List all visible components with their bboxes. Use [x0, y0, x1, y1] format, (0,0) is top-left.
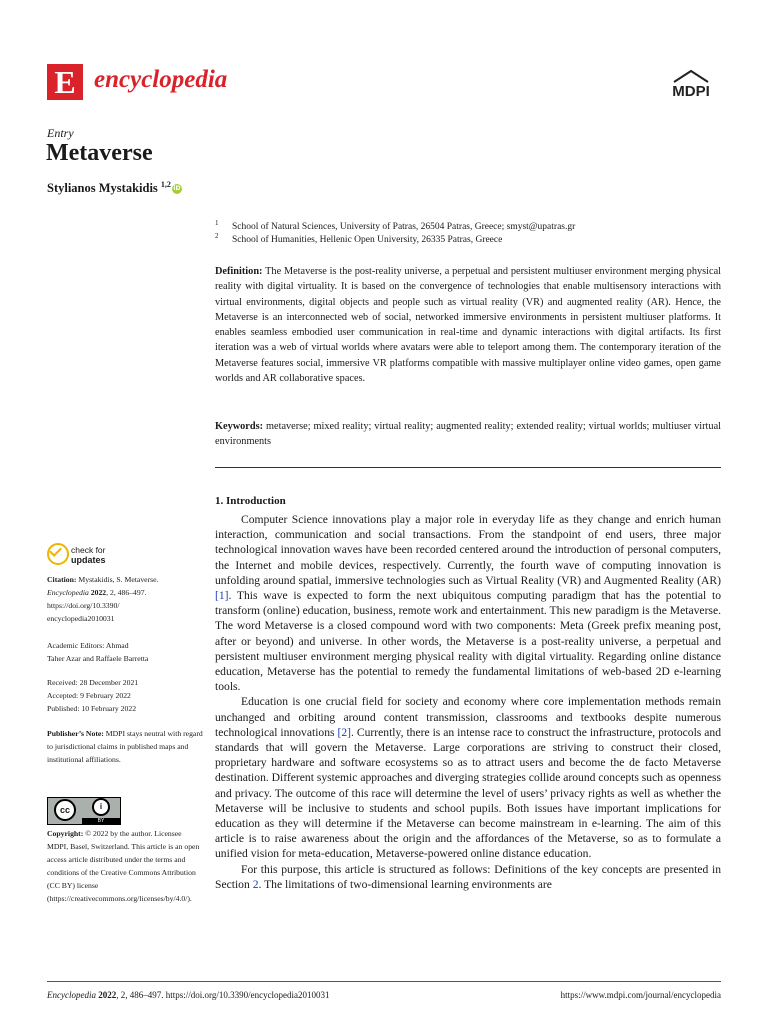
definition [215, 264, 721, 386]
keywords [215, 419, 721, 450]
publisher-note: Publisher’s Note: MDPI stays neutral with regard to jurisdictional claims in published maps and institutional affiliations. [47, 729, 203, 764]
accepted-date: Accepted: 9 February 2022 [47, 691, 131, 700]
person-icon: i [92, 798, 110, 816]
doi-link[interactable]: https://doi.org/10.3390/ [47, 601, 120, 610]
copyright: Copyright: © 2022 by the author. Licensee MDPI, Basel, Switzerland. This article is an open access article distributed under the terms and conditions of the Creative Commons Attribution (CC BY) license (https://creativecommons.org/licenses/by/4.0/). [47, 829, 200, 903]
cc-icon: cc [54, 799, 76, 821]
received-date: Received: 28 December 2021 [47, 678, 139, 687]
paragraph: Education is one crucial field for society and economy where core implementation methods remain unchanged and orbiting around content transmission, classrooms and textbooks despite numerous technological innovations [2]. Currently, there is an intense race to construct the infrastructure, protocols and standards that will govern the Metaverse. Large corporations are striving to construct their closed, proprietary hardware and software ecosystems so as to attract users and become the de facto Metaverse destination. Different systemic approaches and diverging strategies collide around concepts such as openness and privacy. The outcome of this race will determine the level of users’ privacy rights as well as whether the Metaverse will be inclusive to students and school pupils. Both issues have important implications for education as they will determine if the Metaverse can become mainstream in e-learning. The aim of this article is to raise awareness about the origin and the affordances of the Metaverse, so as to formulate a unified vision for meta-education, Metaverse-powered online distance education. [215, 695, 722, 861]
journal-name: encyclopedia [94, 66, 228, 93]
journal-logo: E [47, 64, 83, 100]
dates [47, 676, 203, 715]
section-heading: 1. Introduction [215, 495, 286, 507]
affiliation-2: 2 School of Humanities, Hellenic Open University, 26335 Patras, Greece [215, 232, 503, 245]
body-text [215, 512, 721, 892]
definition-label: Definition: [215, 266, 263, 277]
definition-text: The Metaverse is the post-reality universe, a perpetual and persistent multiuser environment merging physical reality with digital virtuality. It is based on the convergence of technologies that enable multisensory interactions with virtual environments, digital objects and people such as virtual reality (VR) and augmented reality (AR). Hence, the Metaverse is an interconnected web of social, networked immersive environments in persistent multiuser platforms. It enables seamless embodied user communication in real-time and dynamic interactions with digital artifacts. Its first iteration was a web of virtual worlds where avatars were able to teleport among them. The contemporary iteration of the Metaverse features social, immersive VR platforms compatible with massive multiplayer online video games, open game worlds and AR collaborative spaces. [215, 266, 722, 385]
keywords-label: Keywords: [215, 421, 264, 432]
paragraph: Computer Science innovations play a major role in everyday life as they change and enrich human interaction, communication and social transactions. From the standpoint of end users, three major technological innovation waves have been recorded centered around the introduction of personal computers, the Internet and mobile devices, respectively. Currently, the fourth wave of computing innovation is unfolding around spatial, immersive technologies such as Virtual Reality (VR) and Augmented Reality (AR) [1]. This wave is expected to form the next ubiquitous computing paradigm that has the potential to transform (online) education, business, remote work and entertainment. This new paradigm is the Metaverse. The word Metaverse is a closed compound word with two components: Meta (Greek prefix meaning post, after or beyond) and universe. In other words, the Metaverse is a post-reality universe, a perpetual and persistent multiuser environment merging physical reality with digital virtuality. Regarding online distance education, Metaverse has the potential to remedy the fundamental limitations of web-based 2D e-learning tools. [215, 513, 721, 694]
orcid-icon[interactable]: iD [173, 185, 181, 193]
author[interactable] [47, 180, 182, 196]
section-link[interactable]: 2 [252, 877, 259, 891]
by-label: BY [82, 818, 120, 824]
article-title: Metaverse [46, 140, 153, 166]
published-date: Published: 10 February 2022 [47, 704, 137, 713]
academic-editors: Academic Editors: Ahmad Taher Azar and Raffaele Barretta [47, 641, 149, 663]
citation-link[interactable]: [1] [215, 589, 229, 603]
keywords-text: metaverse; mixed reality; virtual reality; augmented reality; extended reality; virtual worlds; multiuser virtual environments [215, 421, 721, 448]
citation-info: Citation: Mystakidis, S. Metaverse. Encyclopedia 2022, 2, 486–497. https://doi.org/10.3390/ encyclopedia2010031 [47, 575, 159, 623]
mdpi-logo [664, 66, 718, 100]
footer-journal-url[interactable]: https://www.mdpi.com/journal/encyclopedia [560, 990, 721, 1000]
footer-divider [47, 981, 721, 982]
divider [215, 467, 721, 468]
cc-by-license-badge[interactable] [47, 797, 121, 825]
article-type: Entry [47, 126, 74, 140]
mdpi-text: MDPI [672, 83, 710, 100]
author-affil-sup: 1,2 [160, 180, 171, 189]
paragraph: For this purpose, this article is structured as follows: Definitions of the key concepts are presented in Section 2. The limitations of two-dimensional learning environments are [215, 862, 721, 891]
citation-link[interactable]: [2] [337, 725, 352, 739]
author-name: Stylianos Mystakidis [47, 181, 158, 196]
affiliation-1: 1 School of Natural Sciences, University of Patras, 26504 Patras, Greece; smyst@upatras.gr [215, 219, 576, 232]
footer-citation: Encyclopedia 2022, 2, 486–497. https://doi.org/10.3390/encyclopedia2010031 [47, 990, 330, 1000]
